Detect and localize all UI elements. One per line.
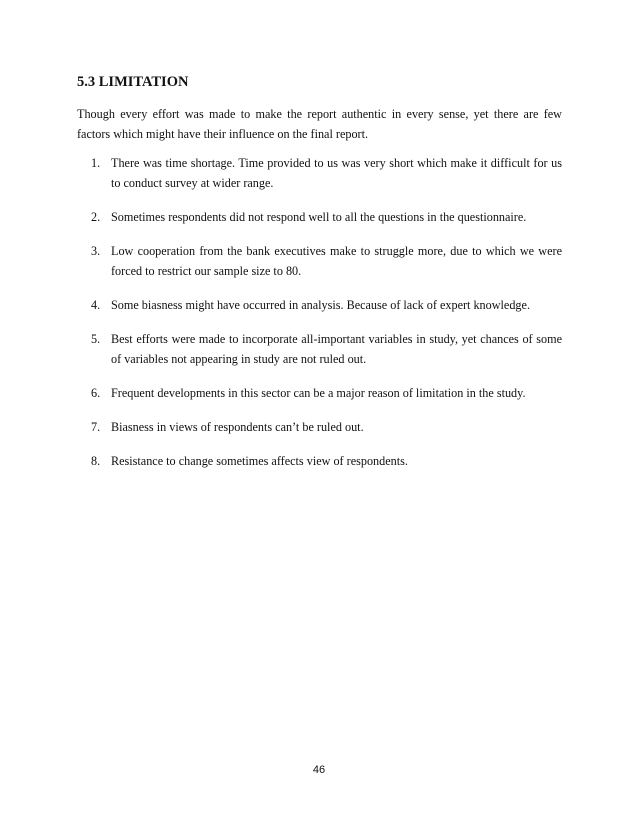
limitations-list bbox=[77, 153, 562, 485]
limitation-item bbox=[77, 153, 562, 193]
limitation-text: Frequent developments in this sector can be a major reason of limitation in the study. bbox=[111, 386, 526, 400]
limitation-item bbox=[77, 329, 562, 369]
limitation-number: 2. bbox=[91, 210, 101, 224]
intro-paragraph: Though every effort was made to make the report authentic in every sense, yet there are few factors which might have their influence on the final report. bbox=[77, 107, 562, 141]
limitation-text: Best efforts were made to incorporate all-important variables in study, yet chances of some of variables not appearing in study are not ruled out. bbox=[111, 332, 562, 366]
limitation-text: Some biasness might have occurred in analysis. Because of lack of expert knowledge. bbox=[111, 298, 530, 312]
limitation-item bbox=[77, 383, 562, 403]
page-number: 46 bbox=[312, 764, 326, 776]
limitation-number: 3. bbox=[91, 244, 101, 258]
limitation-text: There was time shortage. Time provided to us was very short which make it difficult for us to conduct survey at wider range. bbox=[111, 156, 562, 190]
limitation-number: 5. bbox=[91, 332, 101, 346]
limitation-text: Low cooperation from the bank executives make to struggle more, due to which we were forced to restrict our sample size to 80. bbox=[111, 244, 562, 278]
limitation-number: 6. bbox=[91, 386, 101, 400]
limitation-item bbox=[77, 417, 562, 437]
limitation-item bbox=[77, 295, 562, 315]
limitation-text: Biasness in views of respondents can’t be ruled out. bbox=[111, 420, 364, 434]
limitation-item bbox=[77, 207, 562, 227]
limitation-item bbox=[77, 241, 562, 281]
limitation-number: 4. bbox=[91, 298, 101, 312]
limitation-item bbox=[77, 451, 562, 471]
limitation-text: Resistance to change sometimes affects view of respondents. bbox=[111, 454, 408, 468]
limitation-number: 7. bbox=[91, 420, 101, 434]
limitation-number: 8. bbox=[91, 454, 101, 468]
limitation-number: 1. bbox=[91, 156, 101, 170]
limitation-text: Sometimes respondents did not respond well to all the questions in the questionnaire. bbox=[111, 210, 527, 224]
section-heading: 5.3 LIMITATION bbox=[77, 74, 189, 90]
